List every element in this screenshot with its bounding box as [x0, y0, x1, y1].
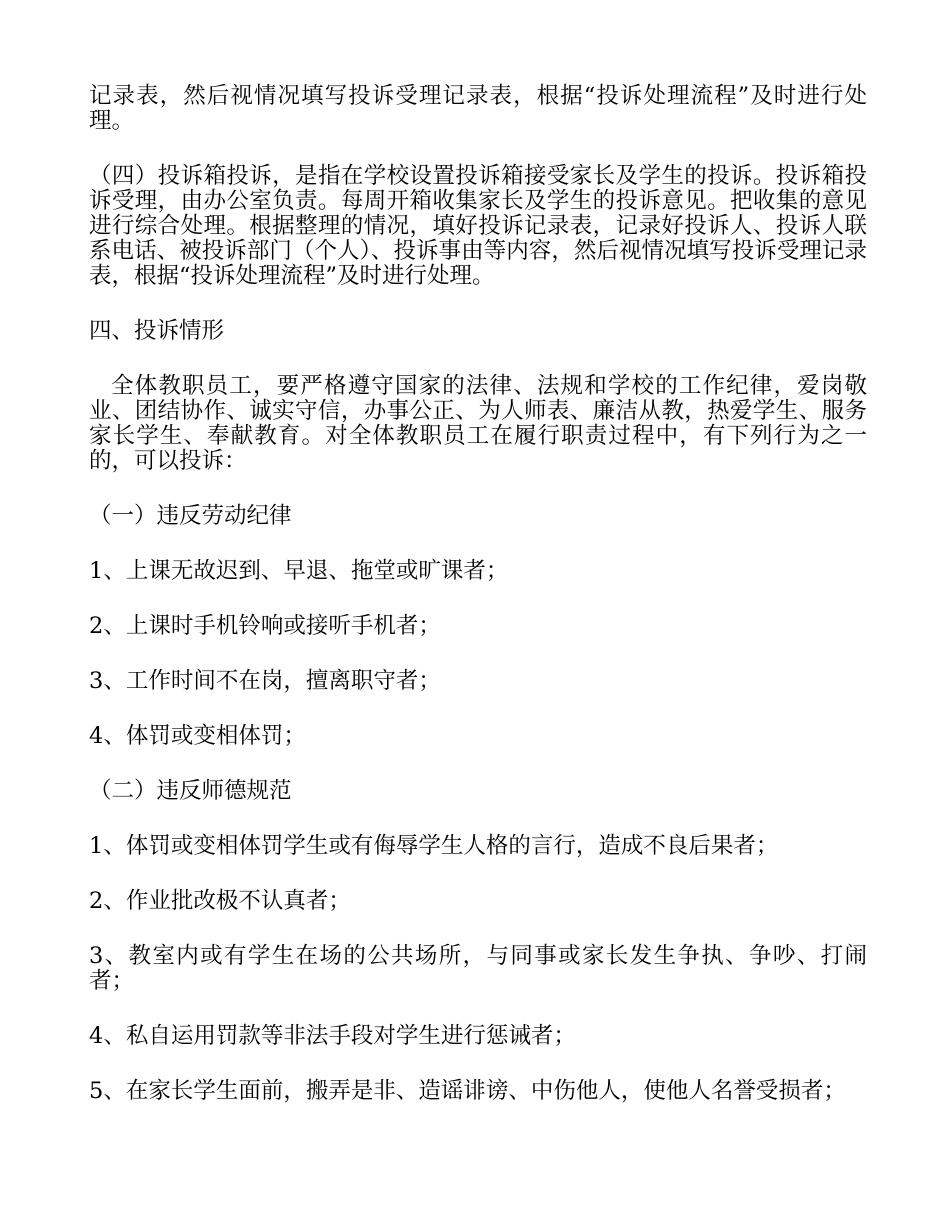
list-item: 5、在家长学生面前，搬弄是非、造谣诽谤、中伤他人，使他人名誉受损者； — [89, 1078, 846, 1104]
list-item: 1、体罚或变相体罚学生或有侮辱学生人格的言行，造成不良后果者； — [89, 833, 779, 859]
paragraph-continuation: 记录表，然后视情况填写投诉受理记录表，根据“投诉处理流程”及时进行处理。 — [89, 83, 867, 134]
list-item: 3、工作时间不在岗，擅离职守者； — [89, 668, 441, 694]
subheading-labor-discipline: （一）违反劳动纪律 — [89, 503, 292, 529]
list-item: 4、私自运用罚款等非法手段对学生进行惩诫者； — [89, 1023, 576, 1049]
list-item: 2、作业批改极不认真者； — [89, 888, 351, 914]
document-page — [89, 84, 867, 1104]
paragraph-staff-requirements: 全体教职员工，要严格遵守国家的法律、法规和学校的工作纪律，爱岗敬业、团结协作、诚实守信，办事公正、为人师表、廉洁从教，热爱学生、服务家长学生、奉献教育。对全体教职员工在履行职责过程中，有下列行为之一的，可以投诉： — [89, 373, 867, 474]
list-item: 1、上课无故迟到、早退、拖堂或旷课者； — [89, 558, 509, 584]
list-item: 4、体罚或变相体罚； — [89, 723, 306, 749]
list-item: 2、上课时手机铃响或接听手机者； — [89, 613, 441, 639]
list-item: 3、教室内或有学生在场的公共场所，与同事或家长发生争执、争吵、打闹者； — [89, 943, 867, 994]
subheading-ethics-code: （二）违反师德规范 — [89, 778, 292, 804]
paragraph-complaint-box: （四）投诉箱投诉，是指在学校设置投诉箱接受家长及学生的投诉。投诉箱投诉受理，由办公室负责。每周开箱收集家长及学生的投诉意见。把收集的意见进行综合处理。根据整理的情况，填好投诉记录表，记录好投诉人、投诉人联系电话、被投诉部门（个人）、投诉事由等内容，然后视情况填写投诉受理记录表，根据“投诉处理流程”及时进行处理。 — [89, 163, 867, 289]
section-heading-complaint-situations: 四、投诉情形 — [89, 318, 225, 344]
